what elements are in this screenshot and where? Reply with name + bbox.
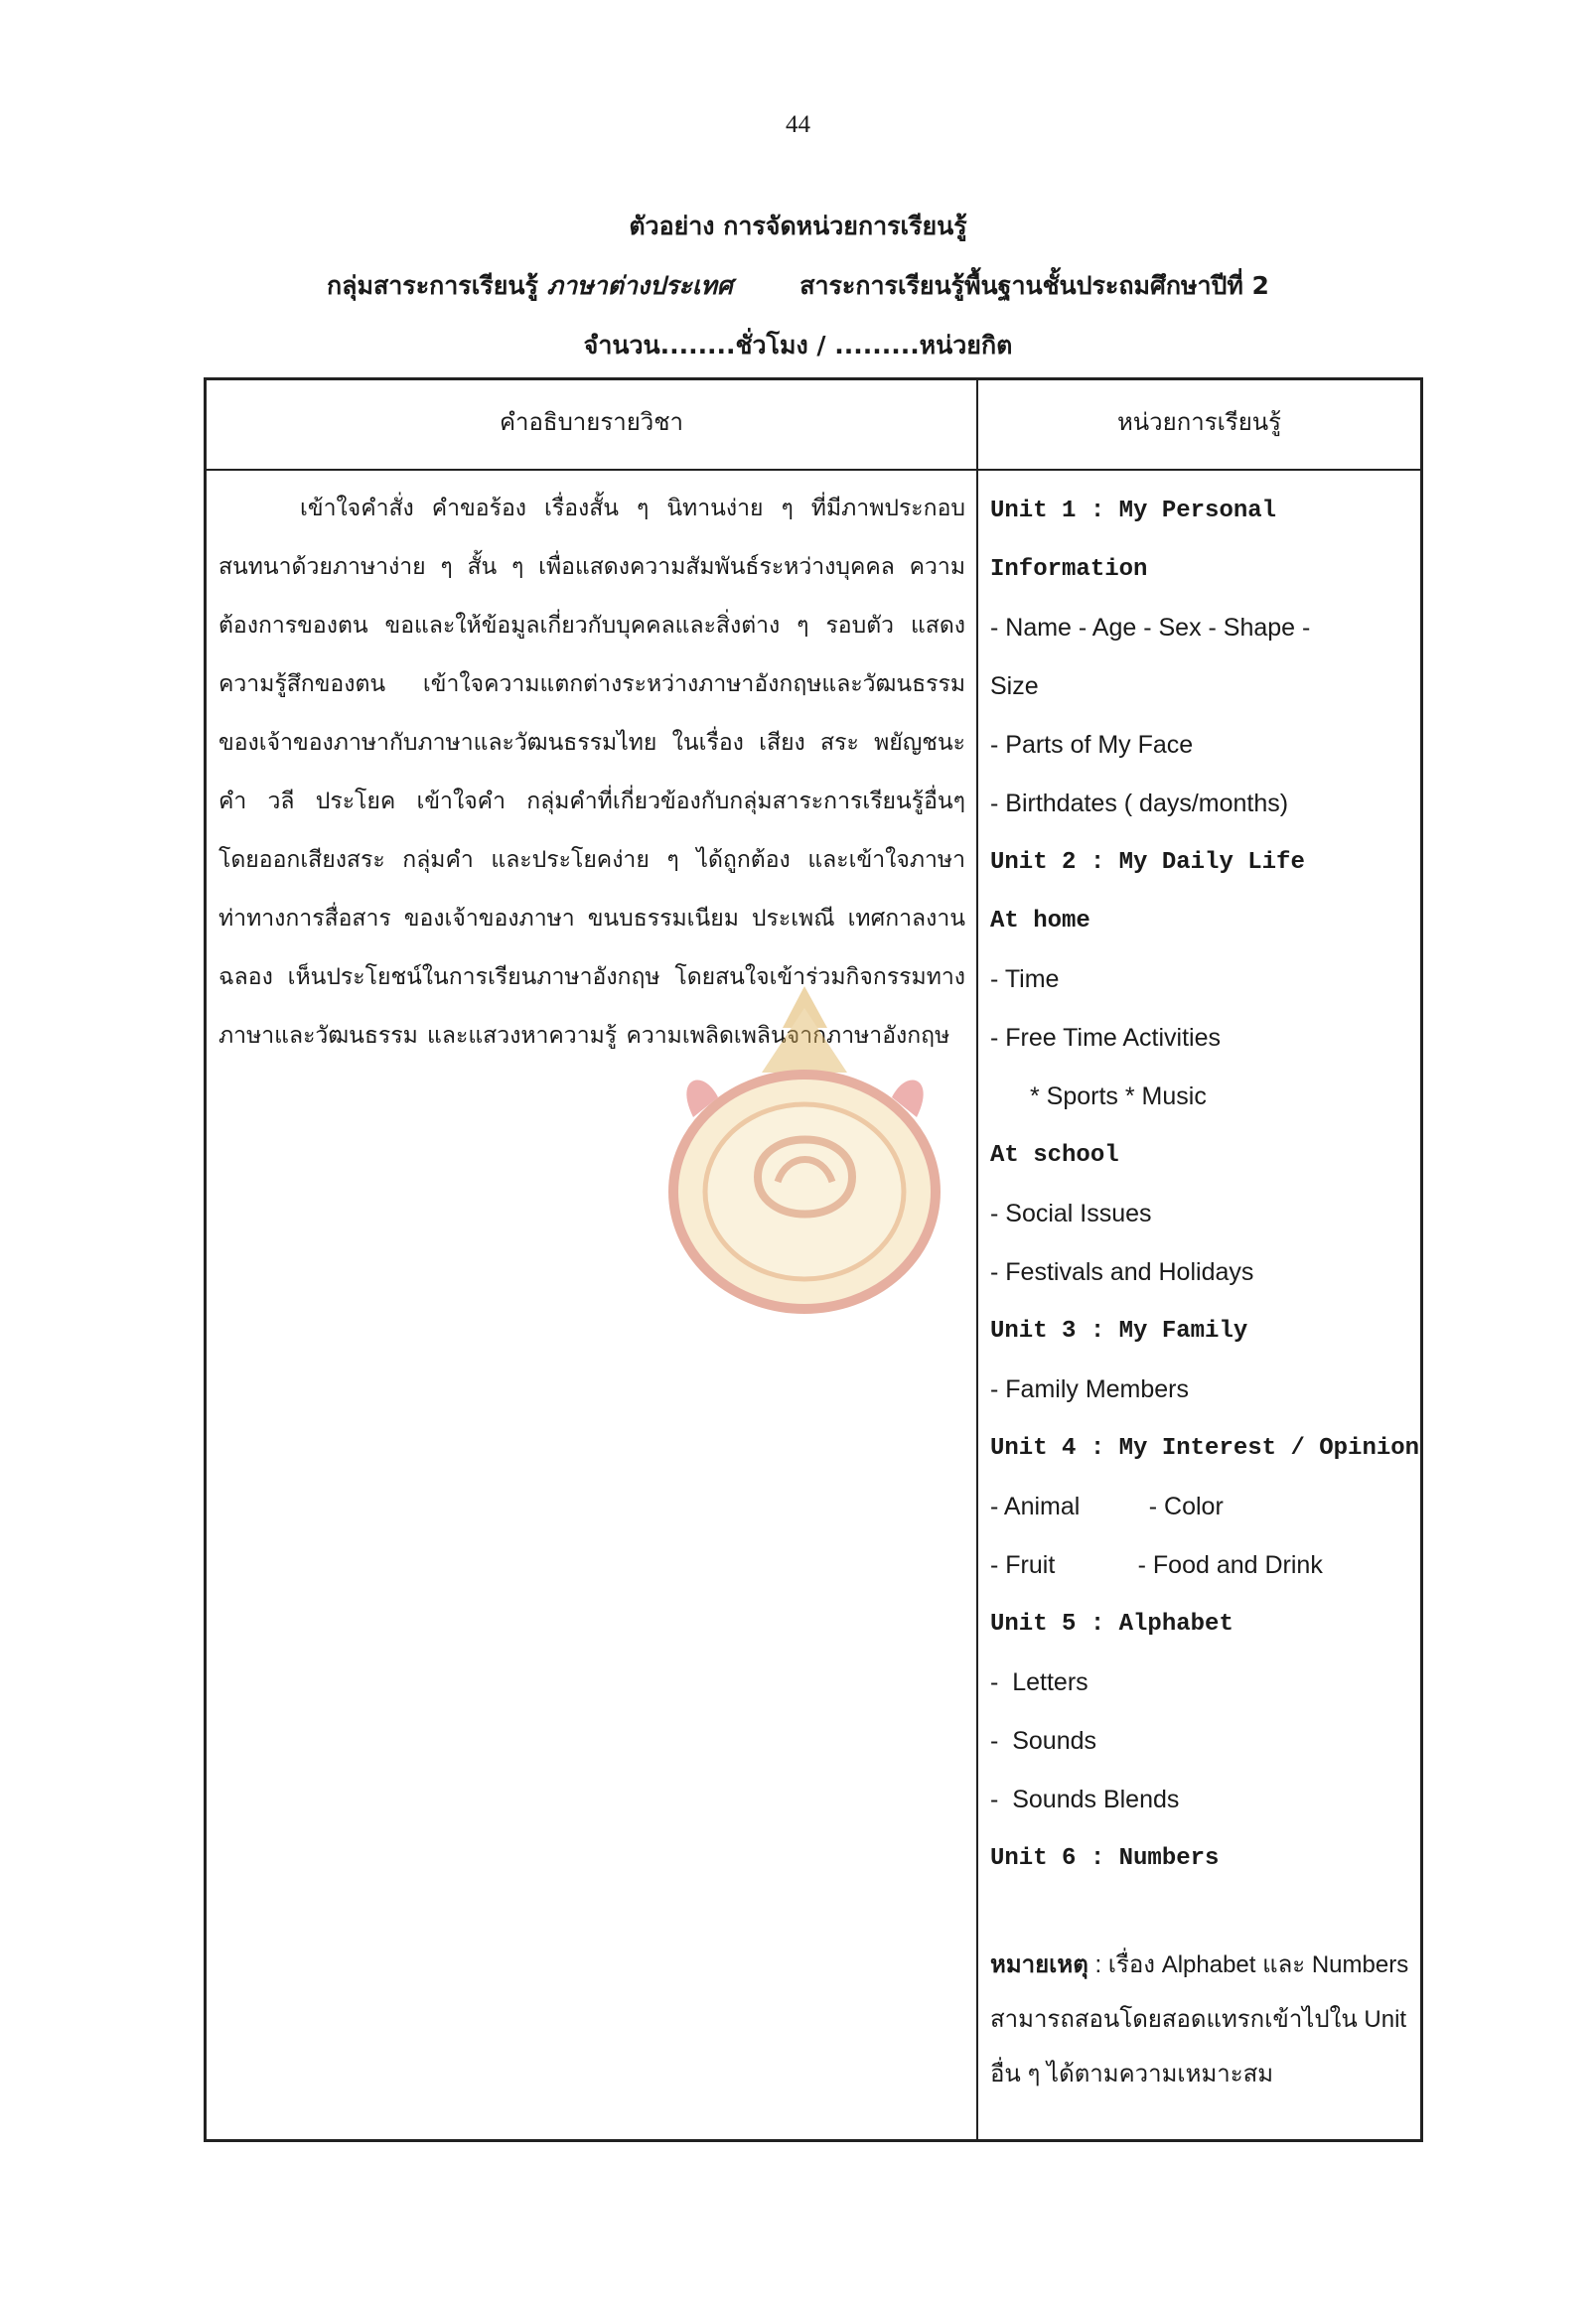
unit-heading: Unit 4 : My Interest / Opinion: [990, 1435, 1420, 1462]
learning-units-list: [990, 482, 1420, 2101]
unit-item: - Family Members: [990, 1375, 1190, 1403]
unit-heading: Unit 2 : My Daily Life: [990, 849, 1305, 876]
course-description-header: คำอธิบายรายวิชา: [499, 408, 684, 436]
unit-item: - Birthdates ( days/months): [990, 790, 1289, 817]
header-divider: [207, 469, 1420, 471]
unit-item: Size: [990, 672, 1039, 700]
unit-item: - Animal - Color: [990, 1493, 1224, 1520]
course-description-body: เข้าใจคำสั่ง คำขอร้อง เรื่องสั้น ๆ นิทานง่าย ๆ ที่มีภาพประกอบ สนทนาด้วยภาษาง่าย ๆ สั้น ๆ เพื่อแสดงความสัมพันธ์ระหว่างบุคคล ความต้องการของตน ขอและให้ข้อมูลเกี่ยวกับบุคคลและสิ่งต่าง ๆ รอบตัว แสดงความรู้สึกของตน เข้าใจความแตกต่างระหว่างภาษาอังกฤษและวัฒนธรรมของเจ้าของภาษากับภาษาและวัฒนธรรมไทย ในเรื่อง เสียง สระ พยัญชนะ คำ วลี ประโยค เข้าใจคำ กลุ่มคำที่เกี่ยวข้องกับกลุ่มสาระการเรียนรู้อื่นๆ โดยออกเสียงสระ กลุ่มคำ และประโยคง่าย ๆ ได้ถูกต้อง และเข้าใจภาษาท่าทางการสื่อสาร ของเจ้าของภาษา ขนบธรรมเนียม ประเพณี เทศกาลงานฉลอง เห็นประโยชน์ในการเรียนภาษาอังกฤษ โดยสนใจเข้าร่วมกิจกรรมทางภาษาและวัฒนธรรม และแสวงหาความรู้ ความเพลิดเพลินจากภาษาอังกฤษ: [218, 496, 965, 1049]
learning-units-header: หน่วยการเรียนรู้: [1116, 408, 1282, 436]
unit-item: - Name - Age - Sex - Shape -: [990, 614, 1311, 642]
course-description-text: [218, 480, 965, 1066]
unit-item: - Sounds: [990, 1727, 1097, 1755]
unit-item: - Time: [990, 965, 1060, 993]
page-number: 44: [786, 111, 810, 138]
unit-item: - Sounds Blends: [990, 1786, 1180, 1813]
heading-group-label: กลุ่มสาระการเรียนรู้: [327, 271, 538, 300]
remark-text: : เรื่อง Alphabet และ Numbers สามารถสอนโดยสอดแทรกเข้าไปใน Unit อื่น ๆ ได้ตามความเหมาะสม: [990, 1951, 1409, 2087]
heading-title: ตัวอย่าง การจัดหน่วยการเรียนรู้: [629, 212, 967, 240]
heading-subtitle: [0, 266, 1596, 306]
learning-units-table: [204, 377, 1423, 2142]
remark-label: หมายเหตุ: [990, 1950, 1088, 1978]
unit-item: - Letters: [990, 1668, 1088, 1696]
unit-heading: Unit 6 : Numbers: [990, 1845, 1220, 1872]
unit-item: - Fruit - Food and Drink: [990, 1551, 1323, 1579]
heading-subject: ภาษาต่างประเทศ: [546, 271, 733, 300]
column-divider: [976, 380, 978, 2139]
unit-heading: Unit 1 : My Personal: [990, 498, 1277, 524]
unit-subheading: At home: [990, 908, 1090, 935]
heading-level: สาระการเรียนรู้พื้นฐานชั้นประถมศึกษาปีที่ 2: [799, 271, 1269, 300]
unit-subheading: At school: [990, 1142, 1119, 1169]
remark-note: [990, 1938, 1412, 2101]
unit-item: - Social Issues: [990, 1200, 1152, 1227]
unit-heading-cont: Information: [990, 556, 1148, 583]
unit-subitem: * Sports * Music: [1030, 1082, 1207, 1110]
unit-heading: Unit 3 : My Family: [990, 1318, 1248, 1345]
heading-hours-credits: จำนวน........ชั่วโมง / .........หน่วยกิต: [583, 331, 1013, 360]
unit-item: - Festivals and Holidays: [990, 1258, 1254, 1286]
unit-item: - Parts of My Face: [990, 731, 1194, 759]
unit-heading: Unit 5 : Alphabet: [990, 1611, 1233, 1638]
unit-item: - Free Time Activities: [990, 1024, 1221, 1052]
